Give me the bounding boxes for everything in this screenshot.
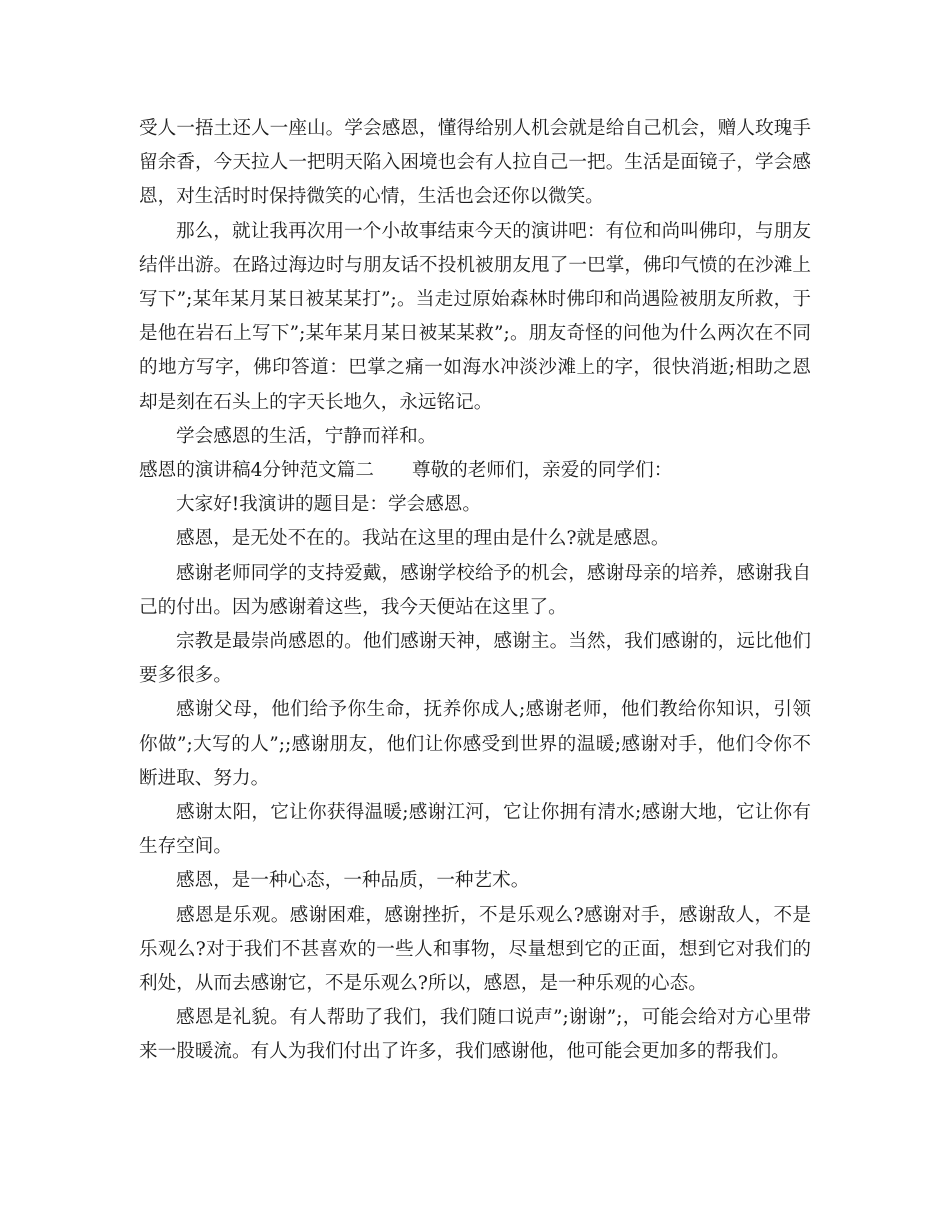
section-heading: 感恩的演讲稿4分钟范文篇二 (139, 460, 374, 482)
speech-paragraph: 感恩是礼貌。有人帮助了我们，我们随口说声”;谢谢”;，可能会给对方心里带来一股暖流。有人为我们付出了许多，我们感谢他，他可能会更加多的帮我们。 (139, 1007, 811, 1063)
speech-paragraph: 感谢父母，他们给予你生命，抚养你成人;感谢老师，他们教给你知识，引领你做”;大写的人”;;感谢朋友，他们让你感受到世界的温暖;感谢对手，他们令你不断进取、努力。 (139, 699, 811, 789)
speech-paragraph: 感恩是乐观。感谢困难，感谢挫折，不是乐观么?感谢对手，感谢敌人，不是乐观么?对于我们不甚喜欢的一些人和事物，尽量想到它的正面，想到它对我们的利处，从而去感谢它，不是乐观么?所以，感恩，是一种乐观的心态。 (139, 904, 811, 995)
speech-paragraph: 大家好!我演讲的题目是：学会感恩。 (176, 494, 481, 516)
document-body (139, 112, 811, 1070)
speech-paragraph: 宗教是最崇尚感恩的。他们感谢天神，感谢主。当然，我们感谢的，远比他们要多很多。 (139, 631, 811, 687)
paragraph-closing: 学会感恩的生活，宁静而祥和。 (176, 425, 437, 447)
speech-paragraph: 感恩，是无处不在的。我站在这里的理由是什么?就是感恩。 (176, 528, 670, 550)
speech-paragraph: 感恩，是一种心态，一种品质，一种艺术。 (176, 870, 530, 892)
section-heading-line (139, 454, 811, 488)
salutation: 尊敬的老师们，亲爱的同学们： (411, 460, 673, 482)
speech-paragraph: 感谢太阳，它让你获得温暖;感谢江河，它让你拥有清水;感谢大地，它让你有生存空间。 (139, 802, 811, 858)
paragraph-story: 那么，就让我再次用一个小故事结束今天的演讲吧：有位和尚叫佛印，与朋友结伴出游。在路过海边时与朋友话不投机被朋友甩了一巴掌，佛印气愤的在沙滩上写下”;某年某月某日被某某打”;。当走过原始森林时佛印和尚遇险被朋友所救，于是他在岩石上写下”;某年某月某日被某某救”;。朋友奇怪的问他为什么两次在不同的地方写字，佛印答道：巴掌之痛一如海水冲淡沙滩上的字，很快消逝;相助之恩却是刻在石头上的字天长地久，永远铭记。 (139, 220, 811, 413)
speech-paragraph: 感谢老师同学的支持爱戴，感谢学校给予的机会，感谢母亲的培养，感谢我自己的付出。因为感谢着这些，我今天便站在这里了。 (139, 562, 811, 618)
paragraph-continuation: 受人一捂土还人一座山。学会感恩，懂得给别人机会就是给自己机会，赠人玫瑰手留余香，今天拉人一把明天陷入困境也会有人拉自己一把。生活是面镜子，学会感恩，对生活时时保持微笑的心情，生活也会还你以微笑。 (139, 118, 811, 208)
